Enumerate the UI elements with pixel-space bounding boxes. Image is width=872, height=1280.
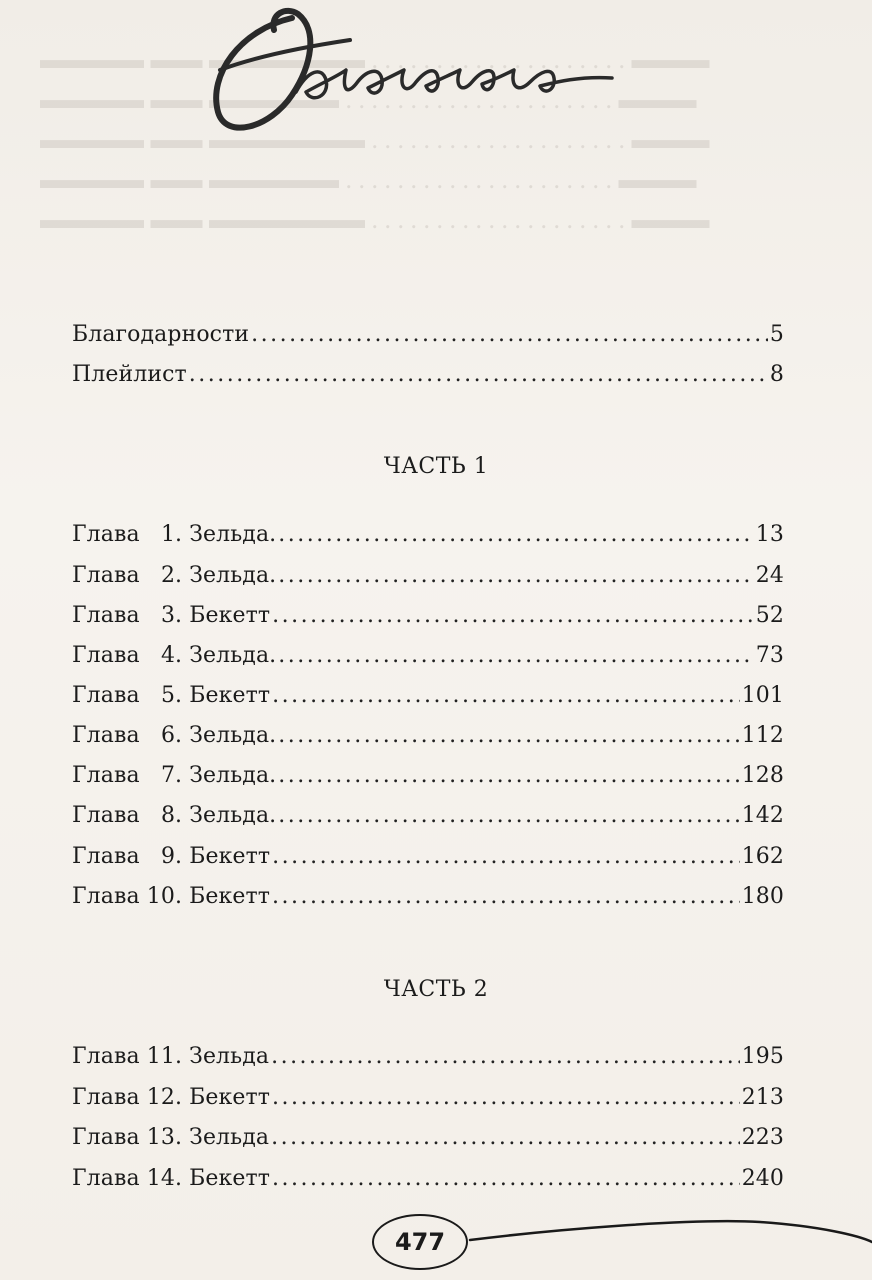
dot-leader <box>278 720 739 752</box>
toc-entry-chapter-13 <box>72 1122 784 1154</box>
contents-script-title <box>200 0 640 150</box>
toc-entry-label: Глава 8. Зельда. <box>72 803 277 828</box>
dot-leader <box>278 760 739 792</box>
toc-entry-label: Благодарности <box>72 322 250 347</box>
toc-entry-label: Глава 13. Зельда <box>72 1125 270 1150</box>
toc-entry-page: 8 <box>769 362 784 387</box>
toc-entry-label: Плейлист <box>72 362 187 387</box>
dot-leader <box>278 560 754 592</box>
toc-entry-page: 5 <box>769 322 784 347</box>
toc-entry-chapter-3 <box>72 600 784 632</box>
toc-entry-label: Глава 1. Зельда. <box>72 522 277 547</box>
toc-entry-page: 24 <box>755 563 784 588</box>
dot-leader <box>251 319 768 351</box>
toc-entry-label: Глава 6. Зельда. <box>72 723 277 748</box>
toc-entry-chapter-10 <box>72 881 784 913</box>
toc-entry-chapter-14 <box>72 1163 784 1195</box>
toc-entry-label: Глава 10. Бекетт <box>72 884 271 909</box>
part-2-heading: ЧАСТЬ 2 <box>383 977 489 1002</box>
toc-entry-label: Глава 7. Зельда. <box>72 763 277 788</box>
dot-leader <box>272 600 754 632</box>
dot-leader <box>271 1122 740 1154</box>
toc-entry-chapter-9 <box>72 841 784 873</box>
toc-entry-page: 213 <box>741 1085 784 1110</box>
toc-entry-page: 162 <box>741 844 784 869</box>
toc-entry-page: 240 <box>741 1166 784 1191</box>
dot-leader <box>271 1041 740 1073</box>
dot-leader <box>272 1163 740 1195</box>
dot-leader <box>278 640 754 672</box>
dot-leader <box>278 519 754 551</box>
toc-entry-chapter-2 <box>72 560 784 592</box>
dot-leader <box>272 680 740 712</box>
toc-entry-label: Глава 5. Бекетт <box>72 683 271 708</box>
toc-entry-chapter-5 <box>72 680 784 712</box>
toc-entry-page: 142 <box>741 803 784 828</box>
bleed-through-text: ▬▬▬▬ ▬▬ ▬▬▬▬▬▬ . . . . . . . . . . . . . . . . . . . . ▬▬▬ ▬▬▬▬ ▬▬ ▬▬▬▬▬ . . . . . . . . . . . . . . . . . . . . . ▬▬▬ ▬▬▬▬ ▬▬ ▬▬▬▬▬▬ . . . . . . . . . . . . . . . . . . . . ▬▬▬ ▬▬▬▬ ▬▬ ▬▬▬▬▬ . . . . . . . . . . . . . . . . . . . . . ▬▬▬ ▬▬▬▬ ▬▬ ▬▬▬▬▬▬ . . . . . . . . . . . . . . . . . . . . ▬▬▬ <box>40 45 710 234</box>
toc-entry-page: 73 <box>755 643 784 668</box>
toc-entry-acknowledgements <box>72 319 784 351</box>
toc-entry-label: Глава 3. Бекетт <box>72 603 271 628</box>
dot-leader <box>272 841 740 873</box>
toc-entry-playlist <box>72 359 784 391</box>
toc-entry-label: Глава 11. Зельда <box>72 1044 270 1069</box>
toc-entry-label: Глава 2. Зельда. <box>72 563 277 588</box>
toc-entry-label: Глава 12. Бекетт <box>72 1085 271 1110</box>
toc-entry-page: 52 <box>755 603 784 628</box>
dot-leader <box>189 359 768 391</box>
toc-entry-chapter-1 <box>72 519 784 551</box>
page-number: 477 <box>394 1228 446 1256</box>
toc-entry-page: 180 <box>741 884 784 909</box>
toc-entry-page: 223 <box>741 1125 784 1150</box>
toc-entry-label: Глава 14. Бекетт <box>72 1166 271 1191</box>
toc-entry-chapter-4 <box>72 640 784 672</box>
toc-entry-label: Глава 4. Зельда. <box>72 643 277 668</box>
toc-entry-page: 128 <box>741 763 784 788</box>
dot-leader <box>272 1082 740 1114</box>
toc-entry-chapter-6 <box>72 720 784 752</box>
toc-entry-label: Глава 9. Бекетт <box>72 844 271 869</box>
dot-leader <box>272 881 740 913</box>
toc-entry-chapter-11 <box>72 1041 784 1073</box>
part-1-heading: ЧАСТЬ 1 <box>383 454 489 479</box>
dot-leader <box>278 800 739 832</box>
toc-entry-chapter-8 <box>72 800 784 832</box>
toc-entry-page: 112 <box>741 723 784 748</box>
toc-entry-page: 13 <box>755 522 784 547</box>
toc-entry-chapter-12 <box>72 1082 784 1114</box>
toc-entry-page: 101 <box>741 683 784 708</box>
toc-entry-chapter-7 <box>72 760 784 792</box>
toc-entry-page: 195 <box>741 1044 784 1069</box>
